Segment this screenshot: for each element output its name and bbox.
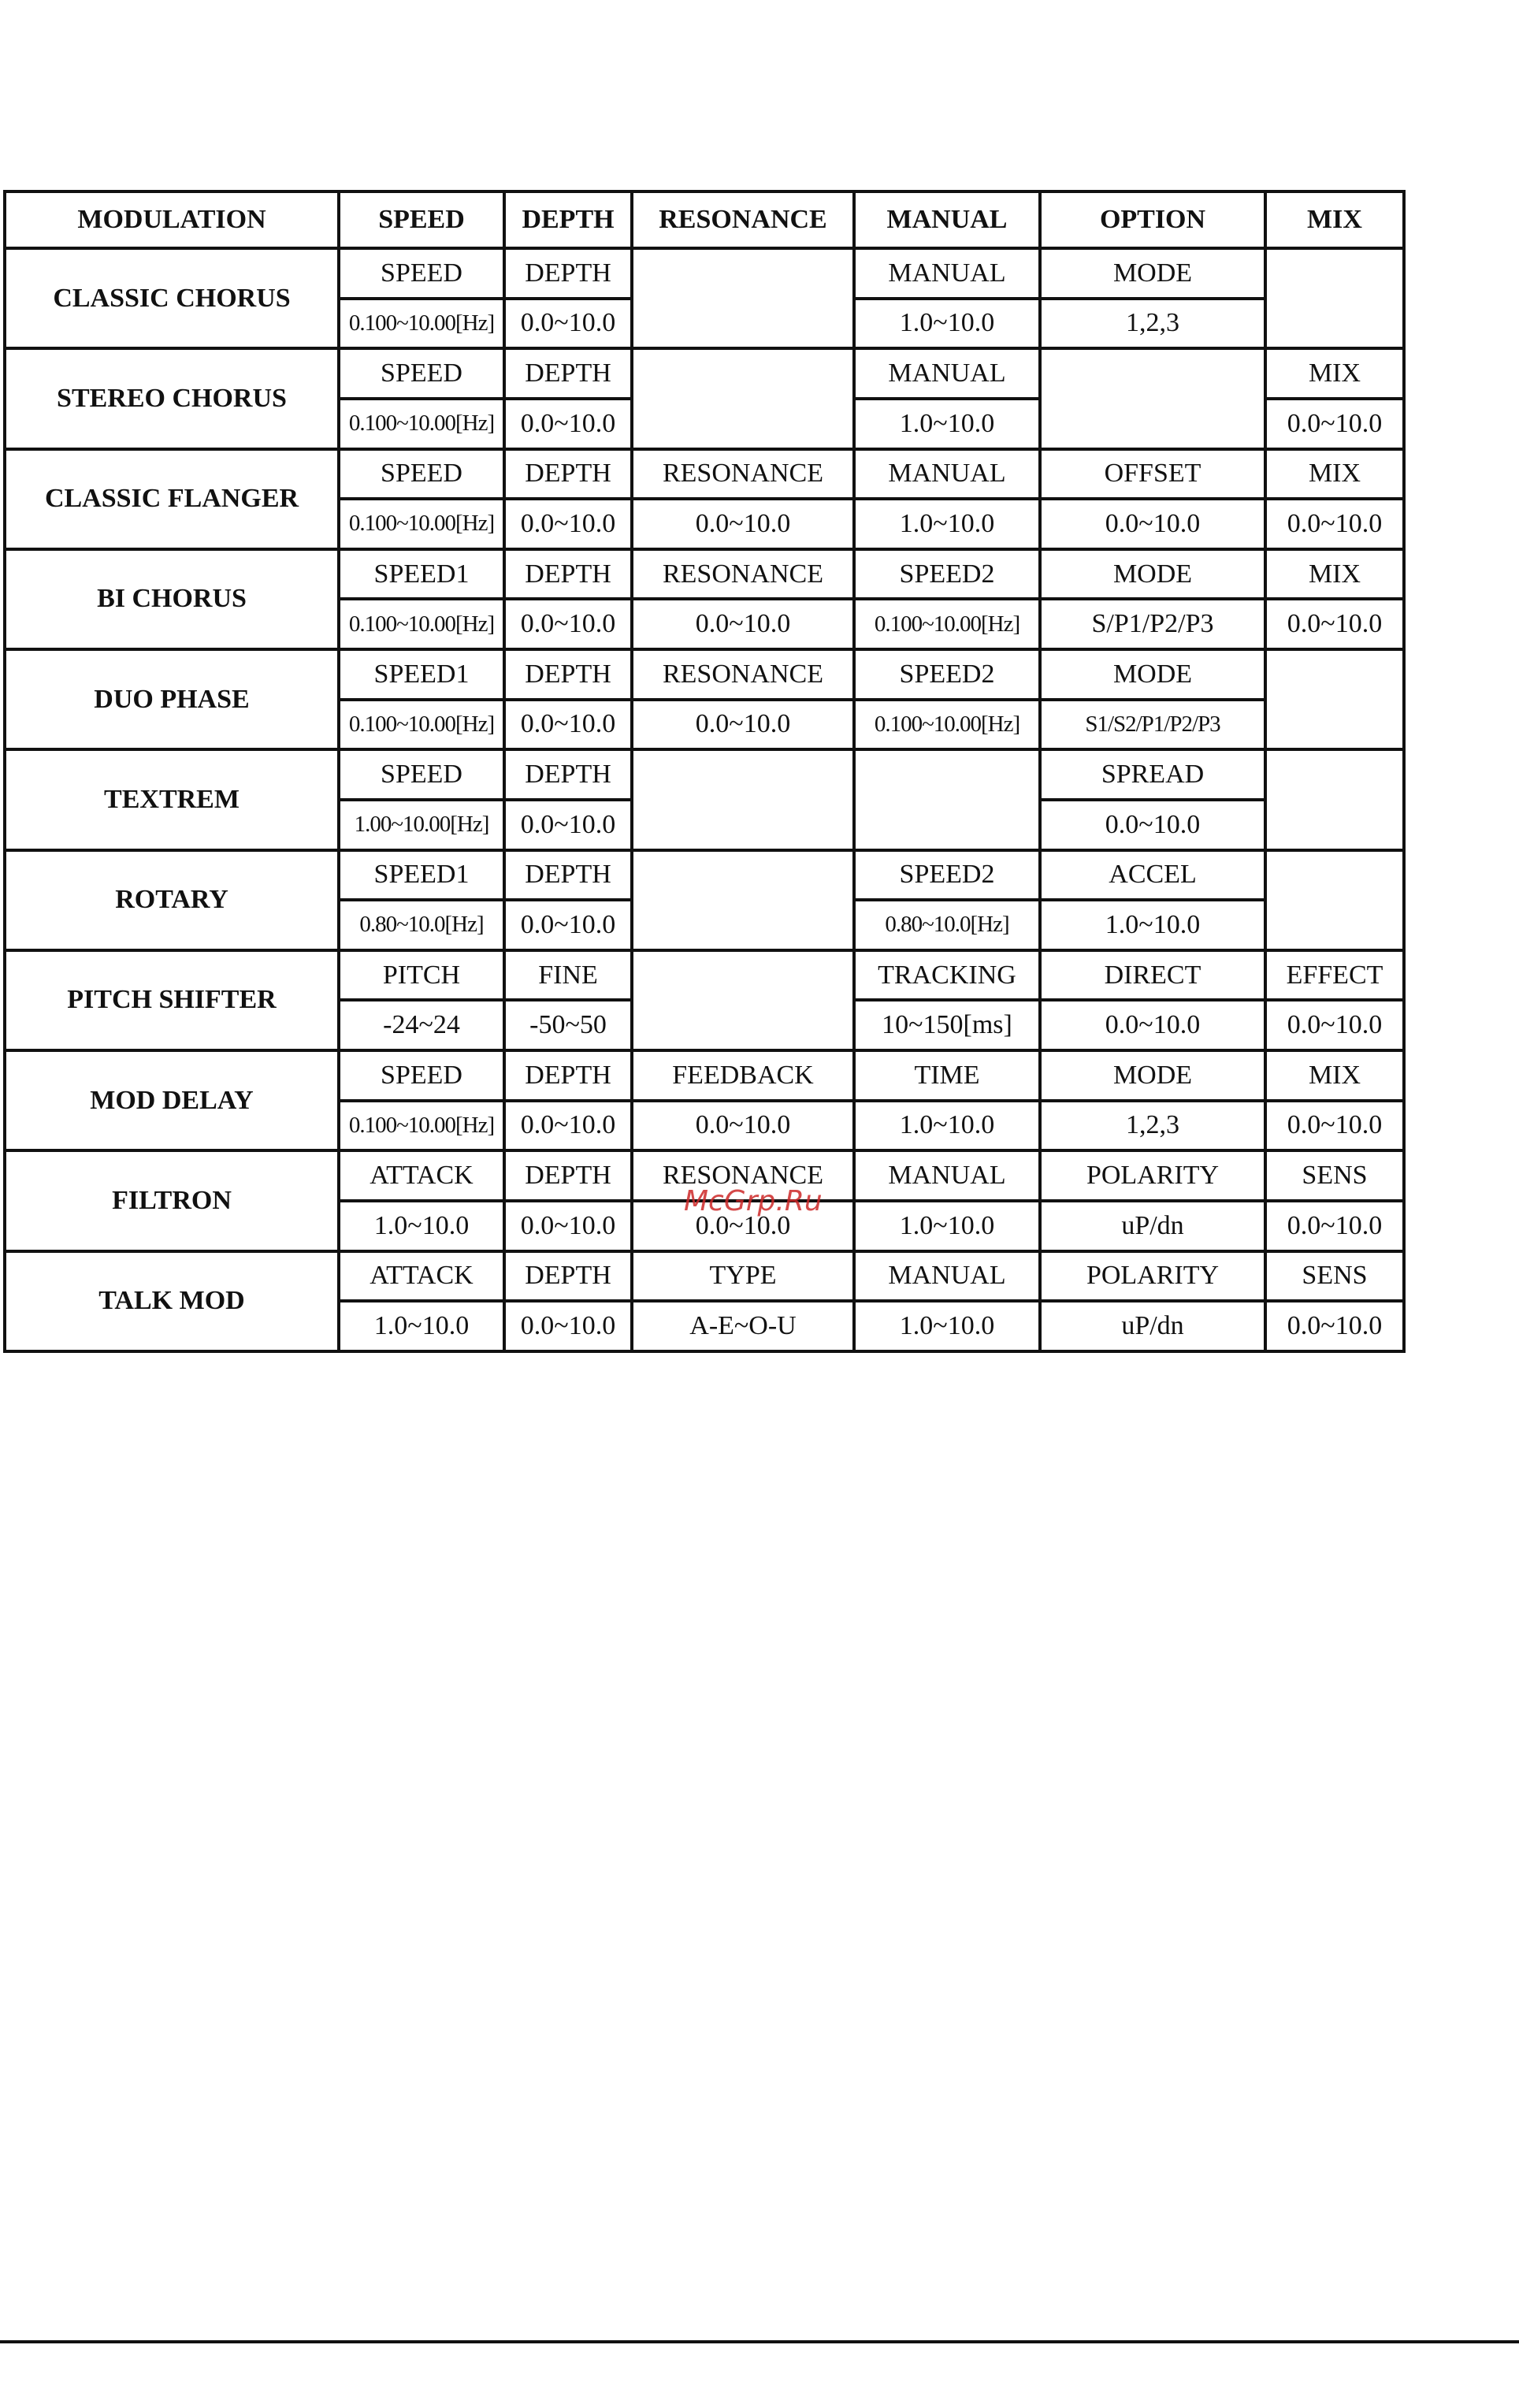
param-range-cell: 0.0~10.0 <box>504 399 632 449</box>
param-name-cell: POLARITY <box>1040 1150 1265 1201</box>
param-name-cell: SPEED1 <box>339 549 504 600</box>
param-name-cell: MIX <box>1265 1050 1404 1101</box>
param-name-cell: DEPTH <box>504 1150 632 1201</box>
column-header: DEPTH <box>504 191 632 248</box>
param-range-cell: 1,2,3 <box>1040 1101 1265 1151</box>
param-range-cell: 0.0~10.0 <box>1265 1000 1404 1050</box>
param-name-cell: POLARITY <box>1040 1251 1265 1302</box>
param-name-cell: RESONANCE <box>632 449 854 500</box>
param-name-cell: DEPTH <box>504 1050 632 1101</box>
effect-param-row <box>5 950 1404 1001</box>
empty-cell <box>632 950 854 1050</box>
effect-name: CLASSIC FLANGER <box>5 449 339 549</box>
param-range-cell: 10~150[ms] <box>854 1000 1040 1050</box>
watermark: McGrp.Ru <box>684 1185 823 1217</box>
param-name-cell: DEPTH <box>504 1251 632 1302</box>
param-name-cell: SPEED <box>339 1050 504 1101</box>
bottom-rule <box>0 2340 1519 2343</box>
param-range-cell: 0.0~10.0 <box>1040 499 1265 549</box>
param-range-cell: 0.0~10.0 <box>632 700 854 750</box>
param-name-cell: MODE <box>1040 549 1265 600</box>
effect-name: MOD DELAY <box>5 1050 339 1150</box>
empty-cell <box>1265 749 1404 849</box>
param-range-cell: 0.100~10.00[Hz] <box>339 700 504 750</box>
param-range-cell: 1.0~10.0 <box>1040 900 1265 950</box>
param-range-cell: 0.0~10.0 <box>632 1201 854 1251</box>
param-name-cell: FEEDBACK <box>632 1050 854 1101</box>
param-range-cell: 1.0~10.0 <box>854 1101 1040 1151</box>
param-name-cell: MIX <box>1265 348 1404 399</box>
param-name-cell: ACCEL <box>1040 850 1265 901</box>
param-range-cell: 0.0~10.0 <box>504 800 632 850</box>
effect-param-row <box>5 1251 1404 1302</box>
modulation-parameter-table <box>3 190 1406 1353</box>
param-range-cell: 0.0~10.0 <box>1040 1000 1265 1050</box>
param-range-cell: 0.0~10.0 <box>504 499 632 549</box>
param-name-cell: ATTACK <box>339 1251 504 1302</box>
param-name-cell: DEPTH <box>504 449 632 500</box>
effect-param-row <box>5 348 1404 399</box>
param-name-cell: SPEED2 <box>854 850 1040 901</box>
effect-param-row <box>5 850 1404 901</box>
param-name-cell: TYPE <box>632 1251 854 1302</box>
param-name-cell: SPEED <box>339 449 504 500</box>
param-range-cell: 0.0~10.0 <box>1265 599 1404 649</box>
effect-name: BI CHORUS <box>5 549 339 649</box>
effect-name: ROTARY <box>5 850 339 950</box>
column-header: OPTION <box>1040 191 1265 248</box>
param-name-cell: SPEED2 <box>854 649 1040 700</box>
effect-param-row <box>5 749 1404 800</box>
param-range-cell: -50~50 <box>504 1000 632 1050</box>
param-name-cell: DEPTH <box>504 749 632 800</box>
param-range-cell: uP/dn <box>1040 1301 1265 1351</box>
effect-param-row <box>5 549 1404 600</box>
empty-cell <box>632 749 854 849</box>
param-name-cell: RESONANCE <box>632 549 854 600</box>
param-name-cell: RESONANCE <box>632 1150 854 1201</box>
param-name-cell: MODE <box>1040 1050 1265 1101</box>
param-name-cell: SPEED <box>339 248 504 299</box>
param-range-cell: 1,2,3 <box>1040 299 1265 349</box>
param-range-cell: 0.0~10.0 <box>504 1201 632 1251</box>
param-name-cell: SPEED2 <box>854 549 1040 600</box>
param-range-cell: 0.100~10.00[Hz] <box>339 499 504 549</box>
param-range-cell: 0.0~10.0 <box>1265 1301 1404 1351</box>
empty-cell <box>632 348 854 448</box>
param-name-cell: DEPTH <box>504 850 632 901</box>
param-range-cell: -24~24 <box>339 1000 504 1050</box>
param-name-cell: MODE <box>1040 248 1265 299</box>
param-name-cell: MODE <box>1040 649 1265 700</box>
param-name-cell: DIRECT <box>1040 950 1265 1001</box>
param-range-cell: 0.0~10.0 <box>1265 499 1404 549</box>
empty-cell <box>1265 248 1404 348</box>
param-range-cell: 1.00~10.00[Hz] <box>339 800 504 850</box>
column-header: MIX <box>1265 191 1404 248</box>
column-header: MANUAL <box>854 191 1040 248</box>
param-name-cell: DEPTH <box>504 248 632 299</box>
param-name-cell: EFFECT <box>1265 950 1404 1001</box>
param-range-cell: 1.0~10.0 <box>854 1301 1040 1351</box>
effect-param-row <box>5 449 1404 500</box>
param-name-cell: SPEED1 <box>339 850 504 901</box>
param-range-cell: 0.0~10.0 <box>632 499 854 549</box>
param-name-cell: SPEED <box>339 348 504 399</box>
param-range-cell: 0.100~10.00[Hz] <box>339 1101 504 1151</box>
param-range-cell: 0.100~10.00[Hz] <box>339 599 504 649</box>
param-range-cell: 0.0~10.0 <box>504 900 632 950</box>
param-name-cell: MANUAL <box>854 348 1040 399</box>
param-name-cell: DEPTH <box>504 549 632 600</box>
param-name-cell: SENS <box>1265 1251 1404 1302</box>
param-name-cell: MIX <box>1265 549 1404 600</box>
param-range-cell: 0.0~10.0 <box>632 1101 854 1151</box>
param-range-cell: 0.100~10.00[Hz] <box>339 299 504 349</box>
param-range-cell: 0.0~10.0 <box>504 299 632 349</box>
param-range-cell: 0.0~10.0 <box>1265 1201 1404 1251</box>
param-range-cell: 0.80~10.0[Hz] <box>339 900 504 950</box>
effect-name: PITCH SHIFTER <box>5 950 339 1050</box>
empty-cell <box>1265 649 1404 749</box>
param-name-cell: PITCH <box>339 950 504 1001</box>
empty-cell <box>1265 850 1404 950</box>
param-name-cell: MIX <box>1265 449 1404 500</box>
column-header: RESONANCE <box>632 191 854 248</box>
effect-param-row <box>5 649 1404 700</box>
param-range-cell: 0.80~10.0[Hz] <box>854 900 1040 950</box>
param-range-cell: 0.0~10.0 <box>504 700 632 750</box>
param-range-cell: S1/S2/P1/P2/P3 <box>1040 700 1265 750</box>
param-range-cell: 1.0~10.0 <box>339 1301 504 1351</box>
effect-param-row <box>5 248 1404 299</box>
param-range-cell: 1.0~10.0 <box>854 399 1040 449</box>
param-range-cell: 0.0~10.0 <box>504 599 632 649</box>
param-name-cell: FINE <box>504 950 632 1001</box>
param-range-cell: 1.0~10.0 <box>854 499 1040 549</box>
param-range-cell: 0.100~10.00[Hz] <box>854 599 1040 649</box>
param-name-cell: RESONANCE <box>632 649 854 700</box>
empty-cell <box>632 850 854 950</box>
param-name-cell: MANUAL <box>854 248 1040 299</box>
param-range-cell: 0.0~10.0 <box>1265 399 1404 449</box>
param-range-cell: A-E~O-U <box>632 1301 854 1351</box>
effect-name: TEXTREM <box>5 749 339 849</box>
effect-param-row <box>5 1050 1404 1101</box>
param-range-cell: 0.100~10.00[Hz] <box>854 700 1040 750</box>
param-name-cell: SPEED <box>339 749 504 800</box>
effect-name: FILTRON <box>5 1150 339 1250</box>
effect-name: CLASSIC CHORUS <box>5 248 339 348</box>
param-range-cell: 0.0~10.0 <box>632 599 854 649</box>
param-range-cell: 0.0~10.0 <box>504 1101 632 1151</box>
param-name-cell: MANUAL <box>854 1251 1040 1302</box>
table-header-row <box>5 191 1404 248</box>
param-name-cell: TIME <box>854 1050 1040 1101</box>
param-name-cell: TRACKING <box>854 950 1040 1001</box>
empty-cell <box>632 248 854 348</box>
empty-cell <box>854 749 1040 849</box>
param-name-cell: DEPTH <box>504 348 632 399</box>
param-range-cell: S/P1/P2/P3 <box>1040 599 1265 649</box>
param-range-cell: 0.100~10.00[Hz] <box>339 399 504 449</box>
effect-name: STEREO CHORUS <box>5 348 339 448</box>
param-range-cell: uP/dn <box>1040 1201 1265 1251</box>
effect-name: DUO PHASE <box>5 649 339 749</box>
param-range-cell: 0.0~10.0 <box>1265 1101 1404 1151</box>
param-range-cell: 0.0~10.0 <box>504 1301 632 1351</box>
param-range-cell: 0.0~10.0 <box>1040 800 1265 850</box>
column-header: MODULATION <box>5 191 339 248</box>
param-name-cell: SENS <box>1265 1150 1404 1201</box>
param-range-cell: 1.0~10.0 <box>854 1201 1040 1251</box>
effect-name: TALK MOD <box>5 1251 339 1352</box>
param-name-cell: OFFSET <box>1040 449 1265 500</box>
param-name-cell: MANUAL <box>854 1150 1040 1201</box>
param-name-cell: ATTACK <box>339 1150 504 1201</box>
param-name-cell: SPEED1 <box>339 649 504 700</box>
param-name-cell: DEPTH <box>504 649 632 700</box>
column-header: SPEED <box>339 191 504 248</box>
empty-cell <box>1040 348 1265 448</box>
param-name-cell: SPREAD <box>1040 749 1265 800</box>
param-range-cell: 1.0~10.0 <box>339 1201 504 1251</box>
param-range-cell: 1.0~10.0 <box>854 299 1040 349</box>
param-name-cell: MANUAL <box>854 449 1040 500</box>
